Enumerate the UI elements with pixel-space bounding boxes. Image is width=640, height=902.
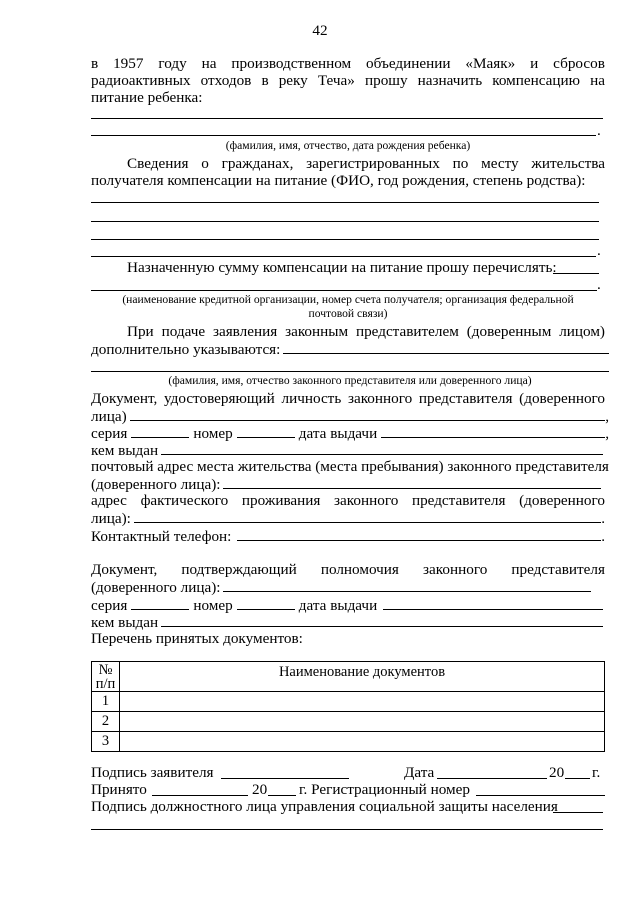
citizens-field-line[interactable] — [91, 239, 599, 240]
word: на — [201, 55, 217, 72]
phone-label: Контактный телефон: — [91, 528, 232, 545]
series-field[interactable] — [131, 424, 189, 438]
rep-doc-line-2 — [91, 407, 609, 425]
postal-line-1: почтовый адрес места жительства (места пребывания) законного представителя — [91, 458, 609, 475]
series-label: серия — [91, 425, 128, 442]
word: производственном — [231, 55, 352, 72]
word: (доверенного — [519, 390, 605, 407]
word: на — [590, 72, 605, 89]
word: законного — [423, 561, 488, 578]
documents-table — [91, 661, 605, 752]
representative-field[interactable] — [283, 340, 609, 354]
word: Теча» — [317, 72, 355, 89]
citizens-line-2: получателя компенсации на питание (ФИО, год рождения, степень родства): — [91, 172, 586, 189]
registration-number-field[interactable] — [476, 795, 605, 796]
authority-field[interactable] — [223, 578, 591, 592]
date-label: Дата — [404, 764, 435, 781]
issued-by-label: кем выдан — [91, 442, 159, 459]
word: и — [530, 55, 539, 72]
period: . — [597, 242, 601, 259]
word: реку — [278, 72, 308, 89]
period: . — [601, 528, 605, 545]
registration-label: г. Регистрационный номер — [299, 781, 470, 798]
number-label: номер — [193, 597, 233, 614]
phone-field[interactable] — [237, 527, 601, 541]
word: законного — [347, 390, 413, 407]
citizens-field-line[interactable] — [91, 202, 599, 203]
word: гражданах, — [221, 155, 294, 172]
official-signature-label: Подпись должностного лица управления социальной защиты населения — [91, 798, 558, 815]
table-row — [92, 692, 605, 712]
rep-doc-line-1 — [91, 390, 605, 407]
row-number: 1 — [92, 692, 120, 712]
word: Документ, — [91, 390, 158, 407]
signature-field[interactable] — [221, 778, 349, 779]
word: «Маяк» — [465, 55, 516, 72]
accepted-year-prefix: 20 — [252, 781, 268, 798]
representative-caption: (фамилия, имя, отчество законного представителя или доверенного лица) — [168, 374, 532, 387]
word: в — [91, 55, 99, 72]
date-field[interactable] — [437, 778, 547, 779]
actual-label: лица): — [91, 510, 131, 527]
accepted-year-field[interactable] — [268, 795, 296, 796]
word: в — [261, 72, 269, 89]
word: подтверждающий — [181, 561, 297, 578]
word: личность — [281, 390, 342, 407]
col-name-header: Наименование документов — [120, 662, 605, 692]
word: законного — [334, 492, 399, 509]
comma: , — [605, 408, 609, 425]
year-prefix: 20 — [549, 764, 565, 781]
intro-line-2 — [91, 72, 605, 89]
word: проживания — [241, 492, 321, 509]
word: (доверенного — [519, 492, 605, 509]
word: удостоверяющий — [163, 390, 275, 407]
document-name-cell[interactable] — [120, 692, 605, 712]
postal-label: (доверенного лица): — [91, 476, 221, 493]
comma: , — [605, 425, 609, 442]
accepted-date-field[interactable] — [152, 795, 248, 796]
period: . — [597, 276, 601, 293]
issued-by-field[interactable] — [161, 441, 603, 455]
row-number: 2 — [92, 712, 120, 732]
word: адрес — [91, 492, 127, 509]
word: 1957 — [113, 55, 144, 72]
table-row — [92, 712, 605, 732]
representative-line-2 — [91, 340, 609, 358]
col-num-header — [92, 662, 120, 692]
number-field[interactable] — [237, 424, 295, 438]
word: представителя — [511, 561, 605, 578]
word: о — [201, 155, 209, 172]
rep-doc-field[interactable] — [130, 407, 606, 421]
transfer-caption-1: (наименование кредитной организации, номер счета получателя; организация федеральной — [122, 293, 574, 306]
word: сбросов — [553, 55, 605, 72]
word: назначить — [417, 72, 483, 89]
docs-list-title: Перечень принятых документов: — [91, 630, 303, 647]
child-field-line[interactable] — [91, 135, 596, 136]
transfer-field-line[interactable] — [91, 290, 597, 291]
table-header-row — [92, 662, 605, 692]
date-issued-field[interactable] — [383, 596, 603, 610]
transfer-field-line[interactable] — [553, 273, 599, 274]
date-issued-label: дата выдачи — [298, 597, 378, 614]
word: месту — [481, 155, 519, 172]
intro-line-3: питание ребенка: — [91, 89, 203, 106]
word: компенсацию — [492, 72, 581, 89]
date-issued-label: дата выдачи — [298, 425, 378, 442]
word: радиоактивных — [91, 72, 191, 89]
word: фактического — [140, 492, 229, 509]
transfer-caption-2: почтовой связи) — [308, 307, 388, 320]
year-suffix: г. — [592, 764, 601, 781]
word: представителя — [418, 390, 513, 407]
official-signature-field[interactable] — [553, 812, 603, 813]
document-name-cell[interactable] — [120, 732, 605, 752]
date-issued-field[interactable] — [381, 424, 605, 438]
document-name-cell[interactable] — [120, 712, 605, 732]
authority-line-2 — [91, 578, 591, 596]
row-number: 3 — [92, 732, 120, 752]
postal-field[interactable] — [223, 475, 601, 489]
representative-label: дополнительно указываются: — [91, 341, 281, 358]
year-field[interactable] — [565, 778, 590, 779]
rep-doc-label: лица) — [91, 408, 127, 425]
word: представителя — [411, 492, 506, 509]
word: прошу — [364, 72, 408, 89]
number-field[interactable] — [237, 596, 295, 610]
word: заявления — [212, 323, 278, 340]
number-label: номер — [193, 425, 233, 442]
col-num-line-1: № — [98, 661, 113, 678]
authority-issued-line — [91, 613, 603, 631]
word: отходов — [200, 72, 252, 89]
word: (доверенным — [466, 323, 552, 340]
authority-line-1 — [91, 561, 605, 578]
actual-line-1 — [91, 492, 605, 509]
authority-series-line — [91, 596, 603, 614]
child-field-line[interactable] — [91, 118, 603, 119]
page-number: 42 — [312, 22, 328, 39]
postal-line-2 — [91, 475, 601, 493]
representative-field-line[interactable] — [91, 371, 609, 372]
period: . — [601, 510, 605, 527]
issued-by-field[interactable] — [161, 613, 603, 627]
word: по — [452, 155, 469, 172]
series-field[interactable] — [131, 596, 189, 610]
actual-line-2 — [91, 509, 605, 527]
representative-line-1 — [127, 323, 605, 340]
word: подаче — [161, 323, 206, 340]
signature-label: Подпись заявителя — [91, 764, 214, 781]
word: году — [158, 55, 187, 72]
citizens-field-line[interactable] — [91, 256, 596, 257]
authority-label: (доверенного лица): — [91, 579, 221, 596]
word: объединении — [366, 55, 451, 72]
col-num-line-2: п/п — [95, 675, 116, 692]
series-label: серия — [91, 597, 128, 614]
word: лицом) — [559, 323, 605, 340]
rep-doc-issued-line — [91, 441, 603, 459]
period: . — [597, 122, 601, 139]
intro-line-1 — [91, 55, 605, 72]
citizens-field-line[interactable] — [91, 221, 599, 222]
phone-line — [91, 527, 605, 545]
accepted-label: Принято — [91, 781, 147, 798]
word: представителем — [355, 323, 459, 340]
citizens-line-1 — [127, 155, 605, 172]
transfer-text: Назначенную сумму компенсации на питание прошу перечислять: — [127, 259, 557, 276]
word: При — [127, 323, 154, 340]
word: полномочия — [320, 561, 399, 578]
word: жительства — [531, 155, 605, 172]
official-signature-field[interactable] — [91, 829, 603, 830]
child-caption: (фамилия, имя, отчество, дата рождения ребенка) — [225, 139, 471, 152]
word: законным — [285, 323, 349, 340]
actual-field[interactable] — [134, 509, 601, 523]
issued-by-label: кем выдан — [91, 614, 159, 631]
word: зарегистрированных — [306, 155, 440, 172]
table-row — [92, 732, 605, 752]
word: Документ, — [91, 561, 158, 578]
word: Сведения — [127, 155, 189, 172]
rep-doc-series-line — [91, 424, 609, 442]
